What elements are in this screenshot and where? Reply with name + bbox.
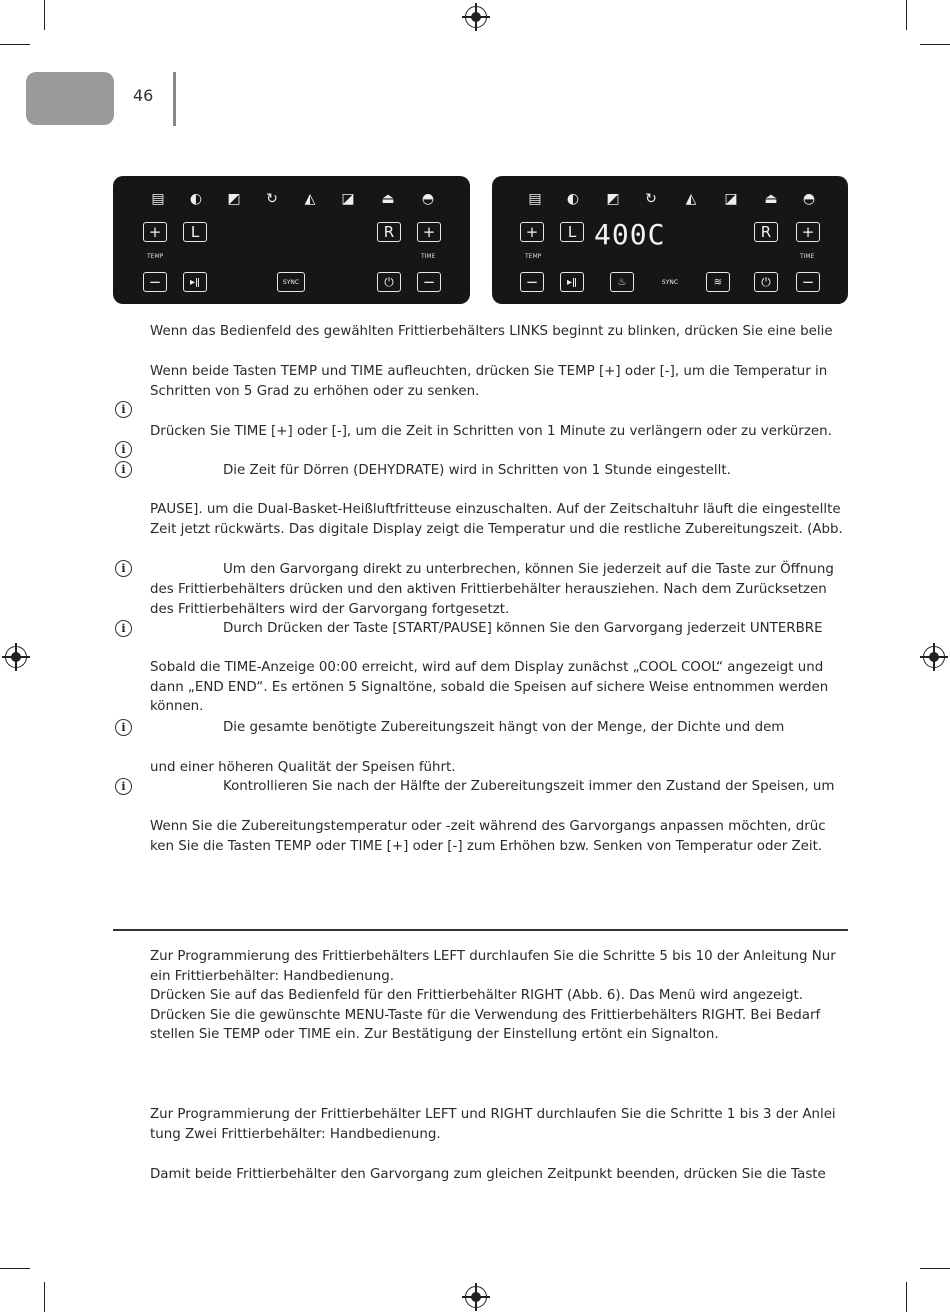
page-number: 46 bbox=[133, 86, 154, 105]
crop-mark bbox=[920, 1268, 950, 1269]
shrimp-icon: ↻ bbox=[266, 191, 278, 207]
paragraph: Zur Programmierung der Frittierbehälter LEFT und RIGHT durchlaufen Sie die Schritte 1 bis 3 der Anlei tung Zwei Frittierbehälter: Handbedienung. bbox=[150, 1107, 836, 1142]
time-label: TIME bbox=[421, 253, 436, 260]
basket-left-button[interactable]: L bbox=[183, 222, 207, 242]
note-text: Die gesamte benötigte Zubereitungszeit hängt von der Menge, der Dichte und dem bbox=[223, 720, 785, 735]
temperature-display: 400C bbox=[594, 218, 666, 251]
power-button[interactable]: ⏻ bbox=[377, 272, 401, 292]
page-divider bbox=[173, 72, 176, 126]
start-pause-button[interactable]: ▸ǁ bbox=[560, 272, 584, 292]
fish-icon: ◭ bbox=[685, 191, 697, 207]
basket-right-button[interactable]: R bbox=[754, 222, 778, 242]
sync-button[interactable]: SYNC bbox=[277, 272, 305, 292]
note-text: Um den Garvorgang direkt zu unterbrechen, können Sie jederzeit auf die Taste zur Öffnung bbox=[223, 562, 834, 577]
preheat-button[interactable]: ♨ bbox=[610, 272, 634, 292]
fish-icon: ◭ bbox=[304, 191, 316, 207]
info-icon: i bbox=[115, 719, 132, 736]
control-panel-right bbox=[492, 176, 848, 304]
start-pause-button[interactable]: ▸ǁ bbox=[183, 272, 207, 292]
paragraph: und einer höheren Qualität der Speisen führt. bbox=[150, 760, 456, 775]
note-text: Die Zeit für Dörren (DEHYDRATE) wird in Schritten von 1 Stunde eingestellt. bbox=[223, 463, 731, 478]
paragraph: des Frittierbehälters drücken und den aktiven Frittierbehälter herausziehen. Nach dem Zurücksetzen des Frittierbehälters wird der Garvorgang fortgesetzt. bbox=[150, 582, 827, 617]
paragraph: Wenn Sie die Zubereitungstemperatur oder -zeit während des Garvorgangs anpassen möchten, drüc ken Sie die Tasten TEMP oder TIME [+] oder [-] zum Erhöhen bzw. Senken von Temperatur oder Zeit. bbox=[150, 819, 826, 854]
paragraph: Drücken Sie TIME [+] oder [-], um die Zeit in Schritten von 1 Minute zu verlängern oder zu verkürzen. bbox=[150, 424, 832, 439]
basket-left-button[interactable]: L bbox=[560, 222, 584, 242]
info-icon: i bbox=[115, 560, 132, 577]
fries-icon: ▤ bbox=[528, 191, 542, 207]
info-icon: i bbox=[115, 461, 132, 478]
time-label: TIME bbox=[800, 253, 815, 260]
vegetable-icon: ◪ bbox=[724, 191, 738, 207]
drumstick-icon: ◩ bbox=[227, 191, 241, 207]
paragraph: Sobald die TIME-Anzeige 00:00 erreicht, wird auf dem Display zunächst „COOL COOL“ angezeigt und dann „END END“. Es ertönen 5 Signaltöne, sobald die Speisen auf sichere Weise entnommen werden können. bbox=[150, 660, 829, 714]
vegetable-icon: ◪ bbox=[341, 191, 355, 207]
paragraph: Zur Programmierung des Frittierbehälters LEFT durchlaufen Sie die Schritte 5 bis 10 der Anleitung Nur ein Frittierbehälter: Handbedienung. Drücken Sie auf das Bedienfeld für den Frittierbehälter RIGHT (Abb. 6). Das Menü wird angezeigt. Drücken Sie die gewünschte MENU-Taste für die Verwendung des Frittierbehälters RIGHT. Bei Bedarf stellen Sie TEMP oder TIME ein. Zur Bestätigung der Einstellung ertönt ein Signalton. bbox=[150, 949, 836, 1042]
drumstick-icon: ◩ bbox=[606, 191, 620, 207]
crop-mark bbox=[44, 0, 45, 30]
time-minus-button[interactable]: − bbox=[417, 272, 441, 292]
time-plus-button[interactable]: + bbox=[417, 222, 441, 242]
cake-icon: ⏏ bbox=[764, 191, 778, 207]
crop-mark bbox=[44, 1282, 45, 1312]
info-icon: i bbox=[115, 620, 132, 637]
temp-minus-button[interactable]: − bbox=[520, 272, 544, 292]
dehydrate-icon: ◓ bbox=[802, 191, 816, 207]
crop-mark bbox=[920, 44, 950, 45]
shake-button[interactable]: ≋ bbox=[706, 272, 730, 292]
sync-button[interactable]: SYNC bbox=[656, 272, 684, 292]
shrimp-icon: ↻ bbox=[645, 191, 657, 207]
page-tab bbox=[26, 72, 114, 125]
section-divider bbox=[113, 929, 848, 931]
note-text: Kontrollieren Sie nach der Hälfte der Zubereitungszeit immer den Zustand der Speisen, um bbox=[223, 779, 835, 794]
info-icon: i bbox=[115, 441, 132, 458]
paragraph: PAUSE]. um die Dual-Basket-Heißluftfritteuse einzuschalten. Auf der Zeitschaltuhr läuft die eingestellte Zeit jetzt rückwärts. Das digitale Display zeigt die Temperatur und die restliche Zubereitungszeit. (Abb. bbox=[150, 502, 843, 537]
time-plus-button[interactable]: + bbox=[796, 222, 820, 242]
info-icon: i bbox=[115, 778, 132, 795]
temp-plus-button[interactable]: + bbox=[520, 222, 544, 242]
fries-icon: ▤ bbox=[151, 191, 165, 207]
time-minus-button[interactable]: − bbox=[796, 272, 820, 292]
registration-mark-icon bbox=[5, 646, 27, 668]
crop-mark bbox=[0, 1268, 30, 1269]
registration-mark-icon bbox=[923, 646, 945, 668]
temp-label: TEMP bbox=[525, 253, 542, 260]
info-icon: i bbox=[115, 401, 132, 418]
paragraph: Wenn beide Tasten TEMP und TIME aufleuchten, drücken Sie TEMP [+] oder [-], um die Temperatur in Schritten von 5 Grad zu erhöhen oder zu senken. bbox=[150, 364, 828, 399]
basket-right-button[interactable]: R bbox=[377, 222, 401, 242]
temp-plus-button[interactable]: + bbox=[143, 222, 167, 242]
crop-mark bbox=[906, 1282, 907, 1312]
crop-mark bbox=[906, 0, 907, 30]
paragraph: Damit beide Frittierbehälter den Garvorgang zum gleichen Zeitpunkt beenden, drücken Sie die Taste bbox=[150, 1167, 826, 1182]
registration-mark-icon bbox=[465, 6, 487, 28]
cake-icon: ⏏ bbox=[381, 191, 395, 207]
registration-mark-icon bbox=[465, 1286, 487, 1308]
power-button[interactable]: ⏻ bbox=[754, 272, 778, 292]
dehydrate-icon: ◓ bbox=[421, 191, 435, 207]
temp-minus-button[interactable]: − bbox=[143, 272, 167, 292]
paragraph: Wenn das Bedienfeld des gewählten Frittierbehälters LINKS beginnt zu blinken, drücken Sie eine belie bbox=[150, 324, 833, 339]
steak-icon: ◐ bbox=[566, 191, 580, 207]
note-text: Durch Drücken der Taste [START/PAUSE] können Sie den Garvorgang jederzeit UNTERBRE bbox=[223, 621, 823, 636]
temp-label: TEMP bbox=[147, 253, 164, 260]
crop-mark bbox=[0, 44, 30, 45]
steak-icon: ◐ bbox=[189, 191, 203, 207]
control-panel-left bbox=[113, 176, 470, 304]
